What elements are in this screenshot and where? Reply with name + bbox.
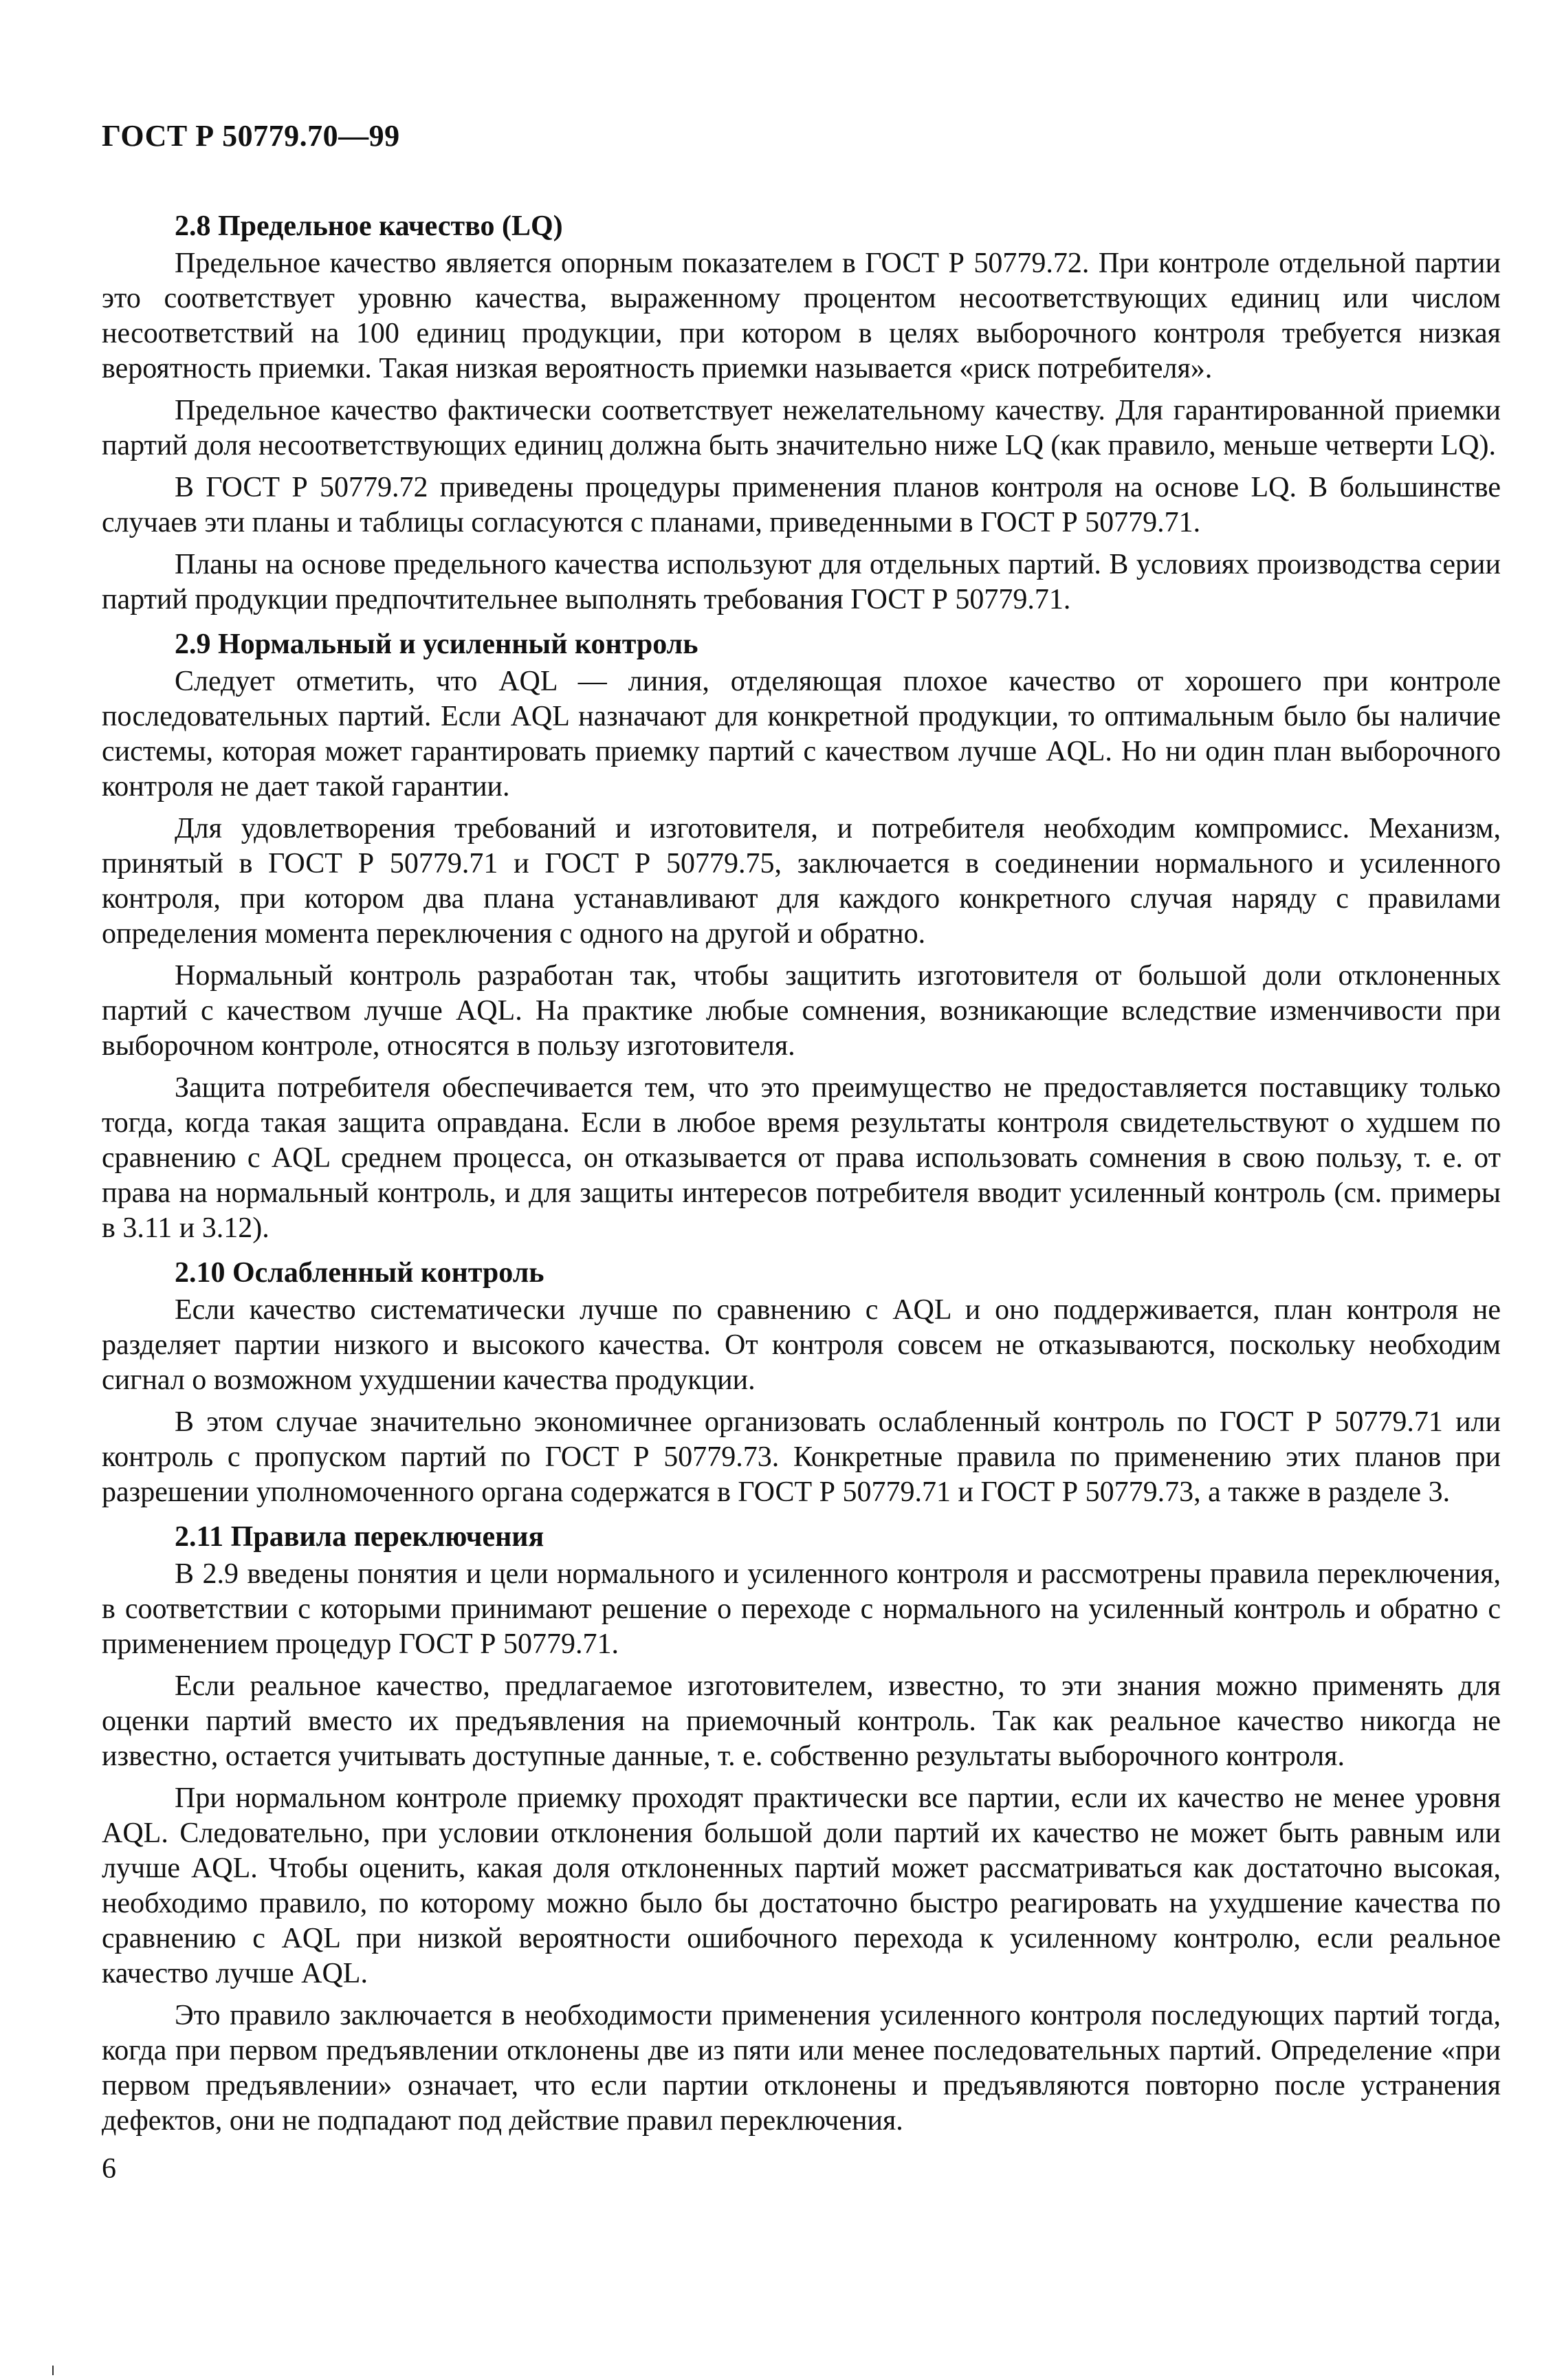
paragraph: Планы на основе предельного качества используют для отдельных партий. В условиях производства серии партий продукции предпочтительнее выполнять требования ГОСТ Р 50779.71. bbox=[102, 549, 1501, 615]
paragraph: Защита потребителя обеспечивается тем, что это преимущество не предоставляется поставщику только тогда, когда такая защита оправдана. Если в любое время результаты контроля свидетельствуют о худшем по сравнению с AQL среднем процесса, он отказывается от права использовать сомнения в свою пользу, т. е. от права на нормальный контроль, и для защиты интересов потребителя вводит усиленный контроль (см. примеры в 3.11 и 3.12). bbox=[102, 1072, 1501, 1244]
paragraph: При нормальном контроле приемку проходят практически все партии, если их качество не менее уровня AQL. Следовательно, при условии отклонения большой доли партий их качество не может быть равным или лучше AQL. Чтобы оценить, какая доля отклоненных партий может рассматриваться как достаточно высокая, необходимо правило, по которому можно было бы достаточно быстро реагировать на ухудшение качества по сравнению с AQL при низкой вероятности ошибочного перехода к усиленному контролю, если реальное качество лучше AQL. bbox=[102, 1782, 1501, 1989]
paragraph: Если качество систематически лучше по сравнению с AQL и оно поддерживается, план контроля не разделяет партии низкого и высокого качества. От контроля совсем не отказываются, поскольку необходим сигнал о возможном ухудшении качества продукции. bbox=[102, 1294, 1501, 1396]
paragraph: Предельное качество является опорным показателем в ГОСТ Р 50779.72. При контроле отдельной партии это соответствует уровню качества, выраженному процентом несоответствующих единиц или числом несоответствий на 100 единиц продукции, при котором в целях выборочного контроля требуется низкая вероятность приемки. Такая низкая вероятность приемки называется «риск потребителя». bbox=[102, 248, 1501, 384]
scan-mark bbox=[52, 2366, 54, 2375]
paragraph: В 2.9 введены понятия и цели нормального и усиленного контроля и рассмотрены правила переключения, в соответствии с которыми принимают решение о переходе с нормального на усиленный контроль и обратно с применением процедур ГОСТ Р 50779.71. bbox=[102, 1558, 1501, 1660]
section-heading: 2.10 Ослабленный контроль bbox=[175, 1257, 544, 1289]
section-2-8 bbox=[102, 206, 1501, 618]
section-2-10 bbox=[102, 1253, 1501, 1510]
paragraph: В этом случае значительно экономичнее организовать ослабленный контроль по ГОСТ Р 50779.71 или контроль с пропуском партий по ГОСТ Р 50779.73. Конкретные правила по применению этих планов при разрешении уполномоченного органа содержатся в ГОСТ Р 50779.71 и ГОСТ Р 50779.73, а также в разделе 3. bbox=[102, 1406, 1501, 1508]
page-number: 6 bbox=[102, 2153, 116, 2185]
paragraph: В ГОСТ Р 50779.72 приведены процедуры применения планов контроля на основе LQ. В большинстве случаев эти планы и таблицы согласуются с планами, приведенными в ГОСТ Р 50779.71. bbox=[102, 472, 1501, 538]
paragraph: Это правило заключается в необходимости применения усиленного контроля последующих партий тогда, когда при первом предъявлении отклонены две из пяти или менее последовательных партий. Определение «при первом предъявлении» означает, что если партии отклонены и предъявляются повторно после устранения дефектов, они не подпадают под действие правил переключения. bbox=[102, 2000, 1501, 2137]
section-2-9 bbox=[102, 624, 1501, 1246]
paragraph: Следует отметить, что AQL — линия, отделяющая плохое качество от хорошего при контроле последовательных партий. Если AQL назначают для конкретной продукции, то оптимальным было бы наличие системы, которая может гарантировать приемку партий с качеством лучше AQL. Но ни один план выборочного контроля не дает такой гарантии. bbox=[102, 666, 1501, 803]
section-heading: 2.8 Предельное качество (LQ) bbox=[175, 210, 563, 242]
section-heading: 2.9 Нормальный и усиленный контроль bbox=[175, 629, 698, 660]
document-page bbox=[102, 117, 1501, 2188]
paragraph: Для удовлетворения требований и изготовителя, и потребителя необходим компромисс. Механизм, принятый в ГОСТ Р 50779.71 и ГОСТ Р 50779.75, заключается в соединении нормального и усиленного контроля, при котором два плана устанавливают для каждого конкретного случая наряду с правилами определения момента переключения с одного на другой и обратно. bbox=[102, 813, 1501, 950]
section-2-11 bbox=[102, 1517, 1501, 2139]
paragraph: Предельное качество фактически соответствует нежелательному качеству. Для гарантированной приемки партий доля несоответствующих единиц должна быть значительно ниже LQ (как правило, меньше четверти LQ). bbox=[102, 395, 1501, 461]
paragraph: Нормальный контроль разработан так, чтобы защитить изготовителя от большой доли отклоненных партий с качеством лучше AQL. На практике любые сомнения, возникающие вследствие изменчивости при выборочном контроле, относятся в пользу изготовителя. bbox=[102, 960, 1501, 1062]
paragraph: Если реальное качество, предлагаемое изготовителем, известно, то эти знания можно применять для оценки партий вместо их предъявления на приемочный контроль. Так как реальное качество никогда не известно, остается учитывать доступные данные, т. е. собственно результаты выборочного контроля. bbox=[102, 1670, 1501, 1772]
section-heading: 2.11 Правила переключения bbox=[175, 1521, 544, 1553]
document-code-header: ГОСТ Р 50779.70—99 bbox=[102, 119, 400, 153]
